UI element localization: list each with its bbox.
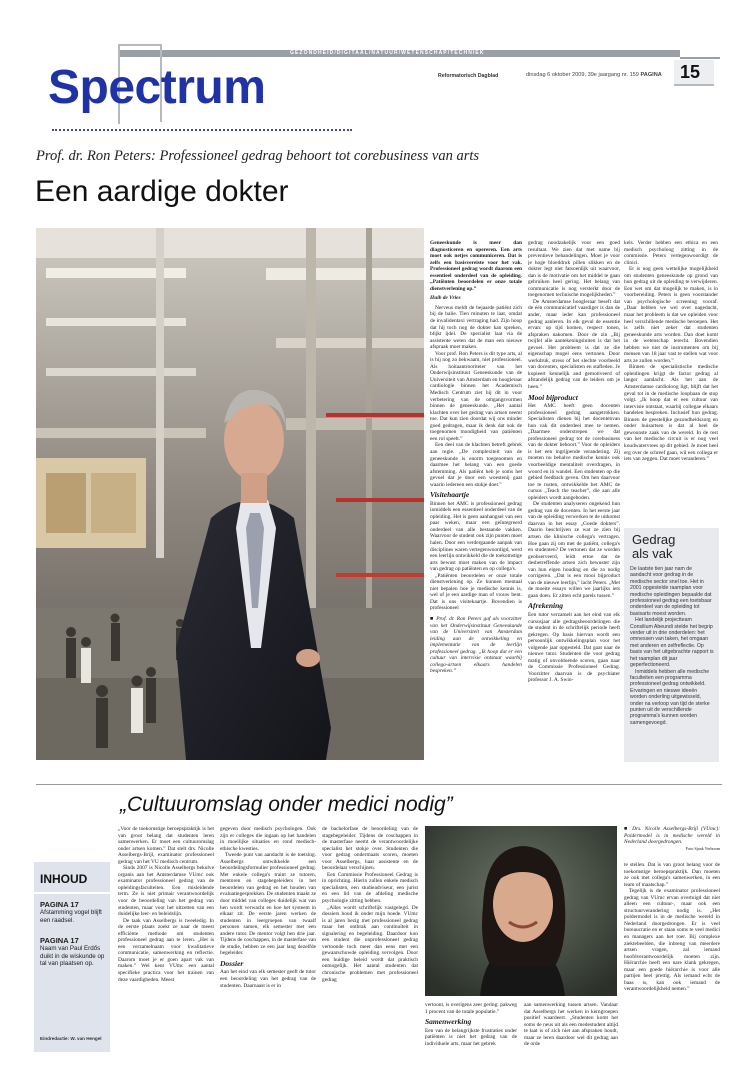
second-column-1 [118,826,214,1054]
paragraph: Het AMC heeft geen docenten professioneel gedrag aangetrokken. Specialisten dienen bij het docentenvan hun vak dit onderdeel mee te nemen. „Daarmee onderstrepen we dat professioneel gedrag tot de corebusiness van de dokter behoort.” Voor de opleiders is het een ingrijpende verandering. Zij moeten nu behalve medische kennis ook voorbeeldige mentaliteit overdragen, in woord en in wandel. Een studenten op die gebied feedback geven. Om hen daarvoor toe te rusten, ontwikkelde het AMC de cursus „Teach the teacher”, die aan alle opleiders wordt aangeboden. [528,403,620,501]
paragraph: „Voor de toekomstige beroepspraktijk is het van groot belang dat studenten leren samenwerken. Er moet een cultuuromslag onder artsen komen.” Dat stelt drs. Nicolle Asselbergs-Brijl, examinator professioneel gedrag van het VU medisch centrum. [118,826,214,865]
newspaper-name: Reformatorisch Dagblad [438,73,499,79]
sidebar-title-line2: als vak [632,546,673,561]
section-title: Spectrum [48,61,266,114]
paragraph: Een deel van de klachten betreft gebrek aan regie. „De complexiteit van de geneeskunde is enorm toegenomen en daarmee het belang van een goede afstemming. Als patiënt heb je soms het gevoel dat je door een woestenij gaat waarin iedereen een stukje doet.” [430,442,522,488]
subheading: Dossier [220,958,244,968]
page-number: 15 [680,62,701,82]
article-column-1 [430,240,522,770]
section-bar-text: GEZONDHEID/DIGITAAL/NATUUR/WETENSCHAP/TECHNIEK [290,50,485,56]
editor-credit: Eindredactie: W. van Hengel [40,1036,102,1041]
photo-credit: Foto Sjaak Verboom [685,845,720,851]
inhoud-item-page: PAGINA 17 [40,936,79,945]
photo-caption [430,616,522,675]
second-column-3 [322,826,418,1054]
subheading: Visitehaartje [430,490,470,500]
headline: Een aardige dokter [35,175,289,208]
photo-caption [624,826,720,846]
paragraph: Aan het eind van elk semester geeft de tutor een beoordeling van het gedrag van de studenten. Daarnaast is er in [220,969,316,989]
paragraph: aan samenwerking tussen artsen. Vandaar dat Asselbergs het werken in kerngroepen positief waardeert. „Studenten komt het soms de neus uit als een medestudent altijd te laat is of zich niet aan afspraken houdt, maar ze leren daardoor wel dit gedrag aan de orde [524,1002,618,1048]
sidebar-title-line1: Gedrag [632,532,676,547]
inhoud-box [34,862,110,1052]
paragraph: Een tutor verzamelt aan het eind van elk cursusjaar alle gedragsbeoordelingen die de student in de schriftelijk periode heeft gekregen. Op basis hiervan wordt een persoonlijk ontwikkelingsplan voor het volgende jaar opgesteld. Dat gaat naar de nieuwe tutor. Studenten die voor gedrag matig of onvoldoende scoren, gaan naar de Commissie Professioneel Gedrag. Voorzitter daarvan is de psychiater professor J. A. Swin- [528,611,620,684]
article-lead: Geneeskunde is meer dan diagnosticeren en opereren. Een arts moet ook netjes communiceren. Dat is zelfs een basisvereiste voor het vak. Professioneel gedrag wordt daarom een essentieel onderdeel van de opleiding. „Patiënten beoordelen er onze totale dienstverlening op.” [430,240,522,292]
paragraph: kels. Verder hebben een ethica en een medisch psycholoog zitting in de commissie. Peters vertegenwoordigt de clinici. [624,240,718,266]
subheading: Afrekening [528,601,564,611]
second-headline: „Cultuuromslag onder medici nodig” [120,793,453,816]
paragraph: De studenten analyseren ongekend hun gedrag van de docenten. In het eerste jaar van de opleiding verwerken te de uitkomst daarvan in het essay „Goede dokters”. Daarin beschrijven ze wat ze zien bij artsen die klinische collega's vertragen. Hoe gaan zij om met de patiënt, collega's en studenten? De vertonen dat ze worden geobserveerd, leidt ertoe dat de desbetreffende artsen zich bewuster zijn van hun eigen houding en die zo nodig corrigeren. „Dat is een mooi bijproduct van de nieuwe leerlijn,” lacht Peters. „Met de moeite essays willen we jaarlijks iets gaan doen. Er zitten echt parels tussen.” [528,501,620,599]
second-column-4 [425,1002,517,1056]
sidebar-text [630,566,714,726]
page-label: PAGINA [640,72,662,78]
paragraph: gegeven door medisch psychologen. Ook zijn er colleges die ingaan op het handelen in moeilijke situaties en rond medisch-ethische kwesties. [220,826,316,852]
title-dotted-rule [52,129,352,131]
paragraph: Sinds 2007 is Nicolle Asselbergs bekulve organis aan het Amsterdamse VUmc ook examinator professioneel gedrag van de opleidingsfaculteiten. Een misleidende term. Ze is niet primair verantwoordelijk voor de beoordeling van het gedrag van studenten, maar voor het uitzetten van een duidelijke leer- en beleidslijn. [118,865,214,918]
paragraph: gedrag noodzakelijk voor een goed resultaat. We zien dat met name bij preventieve behandelingen. Moet je voor je hoge bloeddruk pillen slikken en de dokter legt niet fatsoenlijk uit waarvoor, dan is de motivatie om het middel te gaan gebruiken heel gering. Het belang van communicatie is nog versterkt door de toegenomen technische mogelijkheden.” [528,240,620,299]
inhoud-item-text: Naam van Paul Erdős duikt in de wiskunde op tal van plaatsen op. [40,945,105,968]
paragraph: Tegelijk is de examinator professioneel gedrag van VUmc ervan overtuigd dat niet alleen een cultuur-, maar ook een structuurverandering nodig is. „Het poldermodel is in de medische wereld in Nederland doorgedrongen. Er is veel bureaucratie en er staan soms te veel medici en managers aan het roer. Bij complexe ziektebeelden, die inbreng van meerdere artsen vragen, zal iemand hoofdverantwoordelijk moeten zijn. Hiërarchie heeft een nare klank gekregen, maar een goede hiërarchie is voor alle partijen heel prettig. Als iemand echt de baas is, kan ook iemand de verantwoordelijkheid nemen.” [624,888,720,993]
paragraph: Tweede punt van aandacht is de toetsing. Asselbergs ontwikkelde een beoordelingsformulier professioneel gedrag. Met enkele collega's traint ze tutoren, mentoren en stagebegeleiders in het beoordelen van gedrag en het houden van evaluatiegesprekken. De studenten maakt ze door middel van colleges duidelijk wat van hen wordt verwacht en hoe het systeem in elkaar zit. De eerste jaren werken de studenten in leergroepen van twaalf personen samen, elk semester met een andere tutor. De mentor volgt hen drie jaar. Tijdens de coschappen, in de masterfase van de studie, hebben ze een jaar lang dezelfde begeleider. [220,852,316,957]
paragraph: Binnen de specialistische medische opleidingen krijgt de factor gedrag al langer aandacht. Als het aan de Amsterdamse cardioloog ligt, blijft dat het geval tot in de medische loopbaan de stop volgt. „Ik hoop dat er een cultuur van intervisie ontstaat, waarbij collegae elkaars handelen bespreken. Inclusief hun gedrag. Binnen de geestelijke gezondheidszorg en onder huisartsen is dat al heel de gewoonste zaak van de wereld. In de rest van het medische circuit is er nog veel koudwatervrees op dit gebied. Je moet heel erg over de schreef gaan, wil een collega er iets van zeggen. Dat moet veranderen.” [624,364,718,463]
inhoud-title: INHOUD [40,872,88,886]
paragraph: „Patiënten beoordelen er onze totale dienstverlening op. Ze kunnen mentaal niet bepalen hoe je medische kennis is, wel of je een aardige man of vrouw bent. Dat is ons visitekaartje. Bovendien is professioneel [430,572,522,612]
article-separator [36,784,722,785]
paragraph: Een van de belangrijkste frustraties onder patiënten is niet het gedrag van de individuele arts, maar het gebrek [425,1027,517,1047]
masthead [0,0,738,140]
photo-caption-text: Drs. Nicolle Asselbergs-Brijl (VUmc): Poldermodel is in medische wereld in Nederland doorgedrongen. [624,826,720,846]
byline: Huib de Vries [430,295,461,302]
paragraph: De taak van Asselbergs is tweeledig. In de eerste plaats zoekt ze naar de meest efficiënte methode om studenten professioneel gedrag aan te leren. „Het is een verzamelnaam voor kwalitatieve communicatie, samenwerking en reflectie. Daarom moet je er goen apart vak van maken.” Wel kent VUmc een aantal specifieke practica voor het trainen van deze vaardigheden. Meest [118,917,214,983]
paragraph: Nerveus meldt de bejaarde patiënt zich bij de balie. Tien minuten te laat, omdat de invalidentaxi vertraging had. Zijn hoop dat hij toch nog de dokter kan spreken, blijkt ijdel. De specialist laat via de assistente weten dat de man een nieuwe afspraak moet maken. [430,304,522,351]
paragraph: Binnen het AMC is professioneel gedrag inmiddels een essentieel onderdeel van de opleiding. Het is geen aanhangsel van een paar weken, maar een geïntegreerd onderdeel van alle bestaande vakken. Waarvoor de student ook zijn punten moet halen. Door een verdergaande aanpak van disciplines waren vertegenwoordigd, werd een leerlijn ontwikkeld die de toekomstige arts bewust moet maken van de impact van gedrag op patiënten en op collega's. [430,500,522,573]
second-photo [425,826,617,996]
sidebar-paragraph: Inmiddels hebben alle medische faculteiten een programma professioneel gedrag ontwikkeld. Ervaringen en nieuwe ideeën worden onderling uitgewisseld, onder na verloop van tijd de sterke punten uit de verschillende programma's kunnen worden samengevoegd. [630,668,710,726]
dateline-text: dinsdag 6 oktober 2009, 39e jaargang nr. 159 [526,72,639,78]
paragraph: vertoont, is overigens zeer gering: pakweg 1 procent van de totale populatie.” [425,1002,517,1015]
caption-bullet-icon: ■ [430,616,437,623]
section-bar-end [680,57,720,59]
second-column-6 [624,862,720,1056]
paragraph: te stellen. Dat is van groot belang voor de toekomstige beroepspraktijk. Dan moeten ze ook met collega's samenwerken, in een team of maatschap.” [624,862,720,888]
inhoud-rule [34,892,110,894]
second-column-5 [524,1002,618,1056]
sidebar-box [624,528,719,762]
paragraph: „Alles wordt schriftelijk vastgelegd. De dossiers houd ik onder mijn hoede. VUmc is al jaren bezig met professioneel gedrag maar het ontbrak aan continuïteit in signalering en begeleiding. Daardoor kon een student die onprofessioneel gedrag vertoonde toch meer dan eens met een gewaarschuwde opleiding vervolgen. Door een huidige beleid wordt dat praktisch onmogelijk. Het aantal studenten dat chronische problemen met professioneel gedrag [322,904,418,983]
article-column-2 [528,240,620,772]
main-photo [36,228,424,760]
inhoud-item[interactable] [40,900,106,924]
inhoud-item-page: PAGINA 17 [40,900,79,909]
paragraph: Er is nog geen wettelijke mogelijkheid om studenten geneeskunde op grond van hun gedrag uit de opleiding te verwijderen. Een wet om dat mogelijk te maken, is in voorbereiding. Peters is geen voorstander van psychologische screening vooraf. „Daar hebben we wel over nagedacht, maar het probleem is dat we opleiden voor heel verschillende medische beroepen. Het is zelfs niet zeker dat studenten geneeskunde arts worden. Dan doet komt in de wetenschap terecht. Bovendien hebben we niet de instrumenten om bij mensen van 18 jaar vast te stellen wat voor arts ze zullen worden.” [624,266,718,364]
paragraph: Voor prof. Ron Peters is dit type arts, al is hij nog zo bekwaam, niet professioneel. Als hoitaantrooriteter van het Onderwijsinstituut Geneeskunde van de Universiteit van Amsterdam en hoogleraar cardiologie binnen het Academisch Medisch Centrum ziet hij dit in voor verbetering van de omgangsvormen binnen de geneeskunde. „Het aantal klachten over het gedrag van artsen neemt toe. Dat kun zien doordat wij ons minder goed gedragen, maar ik denk dat ook de toegenomen mondigheid van patiënten een rol speelt.” [430,350,522,442]
inhoud-item-text: Afstamming vogel blijft een raadsel. [40,909,102,924]
article-column-3 [624,240,718,530]
paragraph: De Amsterdamse hoogleraar beseft dat de één communicatief vaardiger is dan de ander, maar ieder kan professioneel gedrag aanleren. In elk geval de essentie ervan: op tijd komen, respect tonen, afspraken nakomen. Door de zin „Bij twijfel alle aantekeningsluiten is dat het gevoel. Het probleem is dat ze die eigenschap mogel eens vertonen. Door werkdruk, stress of het slechte voorbeeld van docenten, specialisten en stafleden. Je kopieert kennelijk and gemotiveerd of afstandelijk gedrag van de leiders om je heen.” [528,298,620,391]
hospital-atrium-image [36,228,424,760]
dateline [526,72,662,78]
subheading: Mooi bijproduct [528,392,578,402]
second-photo-caption [624,826,720,866]
second-column-2 [220,826,316,1054]
sidebar-title [632,533,675,561]
paragraph: de bachelorfase de beoordeling van de stagebegeleider. Tijdens de coschappen in de masterfase neemt de verantwoordelijke specialist het stokje over. Studenten die voor gedrag ondermaats scoren, moeten voor Asselbergs, haar assistente en de beoordelaar verschijnen. [322,826,418,872]
subheading: Samenwerking [425,1017,472,1027]
caption-bullet-icon: ■ [624,826,633,832]
sidebar-paragraph: Het landelijk projectteam Consilium Abeundi stelde het begrip verder uit in drie onderdelen: het omnessen van taken, het omgaan met anderen en zelfreflectie. Op basis van het uitgebrachte rapport is het raamplan dit jaar geperfectioneerd. [630,617,714,669]
photo-caption-text: Prof. dr. Ron Peters gaf als voorzitter van het Onderwijsinstituut Geneeskunde van de Universiteit van Amsterdam leiding aan de ontwikkeling en implementatie van de leerlijn professioneel gedrag. „Ik hoop dat er een cultuur van intervisie ontstaat waarbij collega-artsen elkaars handelen bespreken.” [430,616,522,675]
kicker: Prof. dr. Ron Peters: Professioneel gedrag behoort tot corebusiness van arts [36,148,480,164]
portrait-woman-image [425,826,617,996]
inhoud-item[interactable] [40,936,106,968]
sidebar-paragraph: De laatste tien jaar nam de aandacht voor gedrag in de medische sector snel toe. Het in 2001 opgestelde raamplan voor medische opleidingen bepaalde dat professioneel gedrag een toetsbaar onderdeel van de opleiding tot basisarts moest worden. [630,566,712,617]
paragraph: Een Commissie Professioneel Gedrag is in oprichting. Hierin zullen enkele medisch specialisten, een studieadviseur, een jurist en een lid van de afdeling medische psychologie zitting hebben. [322,871,418,905]
